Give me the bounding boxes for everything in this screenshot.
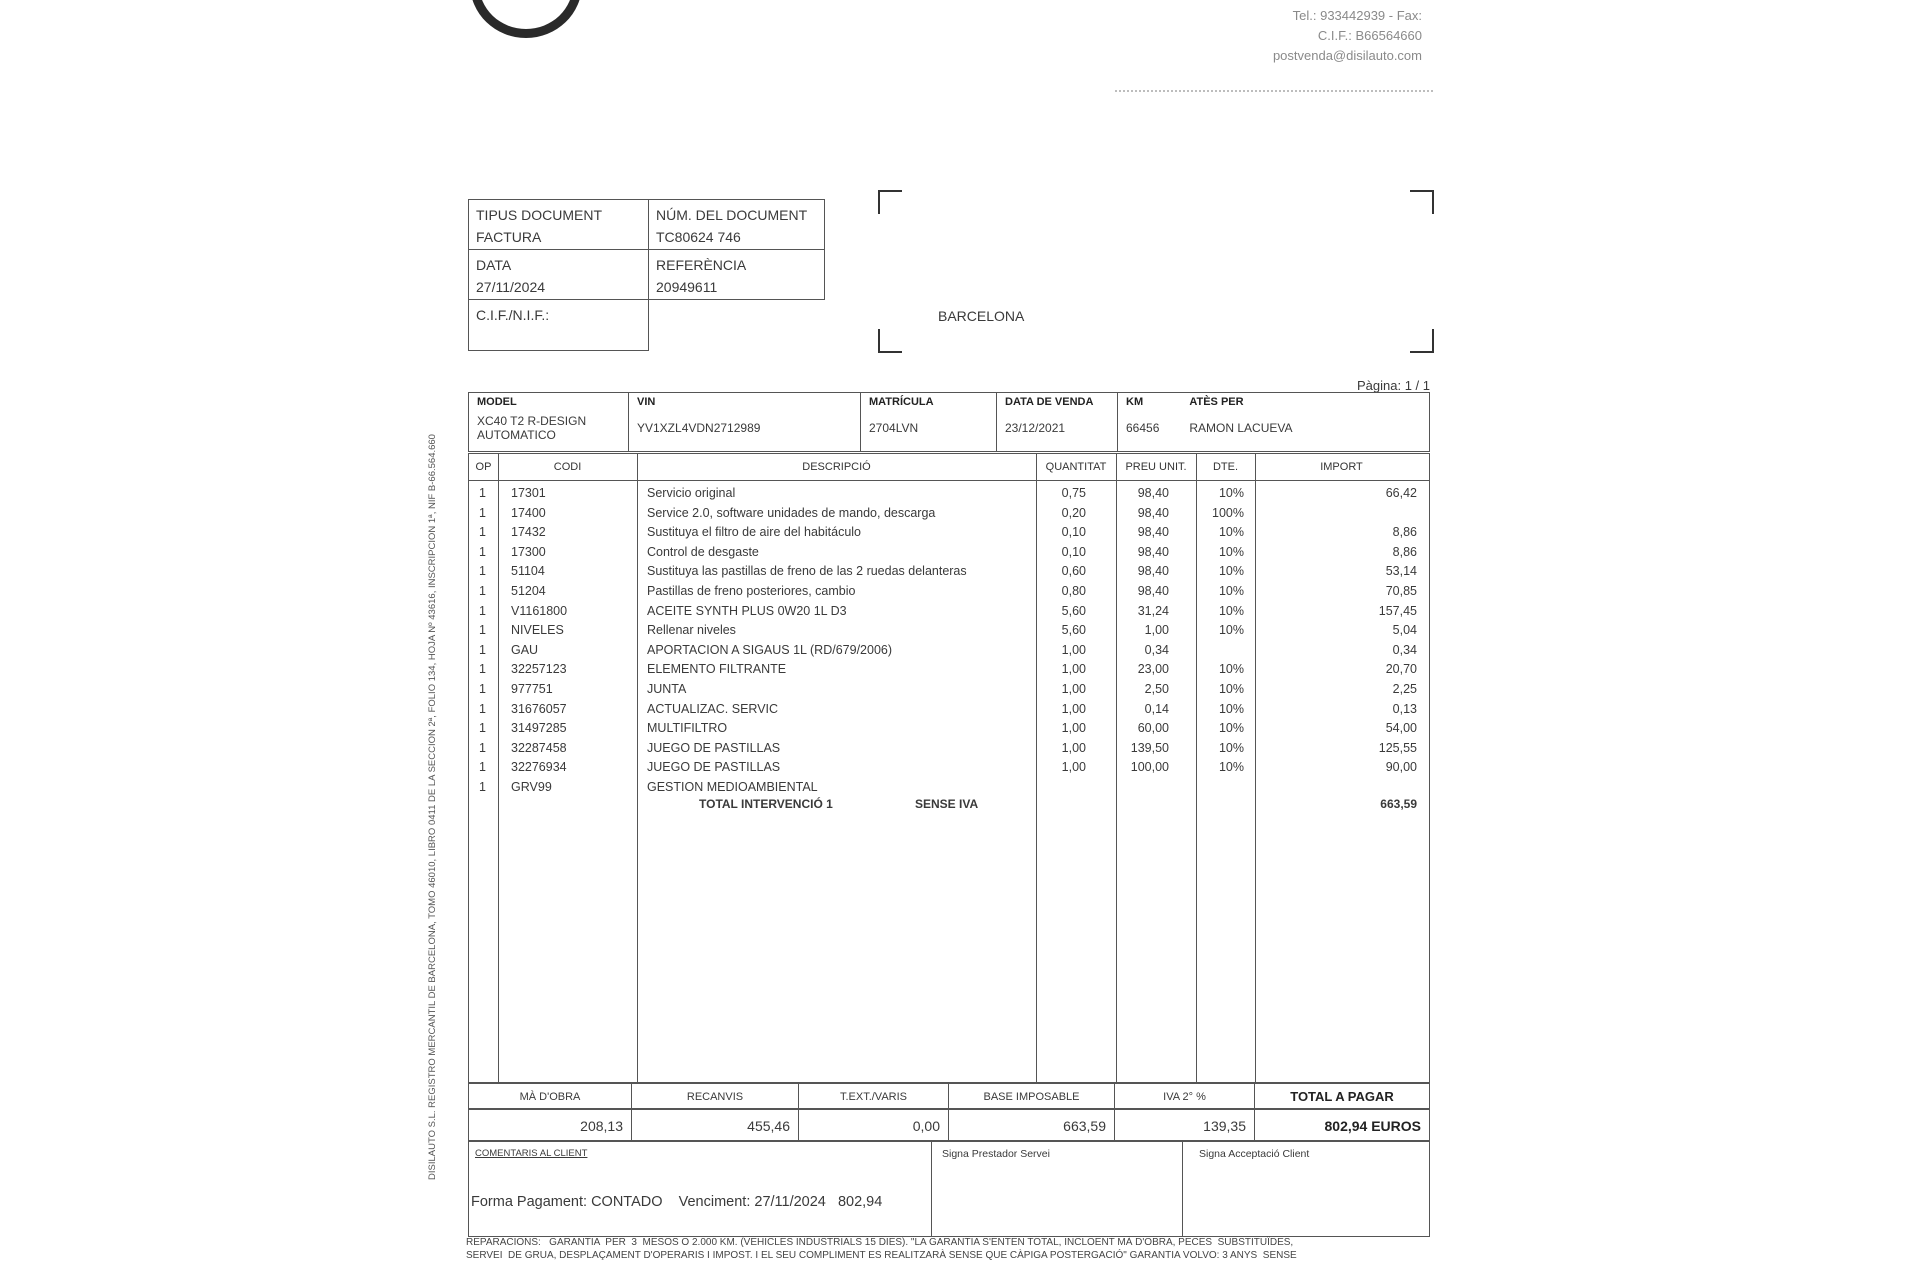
row-description: APORTACION A SIGAUS 1L (RD/679/2006)	[647, 642, 893, 657]
parts-label: RECANVIS	[631, 1083, 799, 1109]
labor-label: MÀ D'OBRA	[468, 1083, 632, 1109]
doc-date-cell	[468, 249, 649, 300]
sale-date-value: 23/12/2021	[1005, 421, 1066, 435]
row-discount: 10%	[1218, 682, 1244, 696]
warranty-line-2: SERVEI DE GRUA, DESPLAÇAMENT D'OPERARIS I IMPOST. I EL SEU COMPLIMENT ES REALITZARÀ SENSE QUE CÀPIGA POSTERGACIÓ" GARANTIA VOLVO: 3 ANYS SENSE	[466, 1250, 1297, 1261]
row-op: 1	[479, 564, 486, 579]
sale-date-label: DATA DE VENDA	[1005, 396, 1094, 408]
taxable-base-value: 663,59	[948, 1109, 1115, 1141]
row-quantity: 5,60	[1061, 623, 1086, 638]
doc-number-label: NÚM. DEL DOCUMENT	[656, 207, 808, 223]
doc-reference-value: 20949611	[656, 279, 718, 295]
doc-type-value: FACTURA	[476, 229, 542, 245]
plate-value: 2704LVN	[869, 421, 919, 435]
row-discount: 10%	[1218, 603, 1244, 618]
row-code: V1161800	[511, 603, 568, 618]
row-unit-price: 98,40	[1137, 584, 1169, 598]
vin-label: VIN	[637, 396, 656, 408]
contact-phone: Tel.: 933442939 - Fax:	[1292, 8, 1422, 23]
row-description: Pastillas de freno posteriores, cambio	[647, 584, 856, 598]
taxable-base-label: BASE IMPOSABLE	[948, 1083, 1115, 1109]
row-op: 1	[479, 623, 486, 638]
row-description: JUEGO DE PASTILLAS	[647, 740, 781, 755]
row-op: 1	[479, 642, 486, 657]
total-to-pay-value: 802,94 EUROS	[1254, 1109, 1430, 1141]
row-unit-price: 60,00	[1137, 721, 1169, 736]
row-amount: 53,14	[1385, 564, 1417, 579]
row-amount: 157,45	[1378, 603, 1417, 618]
row-quantity: 0,60	[1061, 564, 1086, 579]
doc-reference-cell	[648, 249, 825, 300]
row-op: 1	[479, 544, 486, 559]
total-intervention-label: TOTAL INTERVENCIÓ 1	[699, 797, 833, 811]
doc-number-cell	[648, 199, 825, 250]
attended-by-value: RAMON LACUEVA	[1189, 421, 1293, 435]
row-discount: 10%	[1218, 584, 1244, 598]
vat-value: 139,35	[1114, 1109, 1255, 1141]
doc-reference-label: REFERÈNCIA	[656, 257, 747, 273]
attended-by-label: ATÈS PER	[1189, 396, 1244, 408]
labor-value: 208,13	[468, 1109, 632, 1141]
client-signature-box	[1182, 1141, 1430, 1237]
row-code: NIVELES	[511, 623, 564, 638]
row-quantity: 0,10	[1061, 525, 1086, 540]
registry-sidebar-text: DISILAUTO S.L. REGISTRO MERCANTIL DE BARCELONA, TOMO 46010, LIBRO 0411 DE LA SECCION 2ª, FOLIO 134, HOJA Nº 43616, INSCRIPCION 1ª, NIF B-66.564.660	[427, 434, 438, 1180]
doc-type-cell	[468, 199, 649, 250]
row-unit-price: 31,24	[1137, 603, 1169, 618]
extras-value: 0,00	[798, 1109, 949, 1141]
table-row	[469, 700, 1429, 720]
row-op: 1	[479, 603, 486, 618]
col-header-op: OP	[475, 461, 492, 473]
page-number: Pàgina: 1 / 1	[1357, 378, 1430, 393]
table-row	[469, 602, 1429, 622]
row-description: ELEMENTO FILTRANTE	[647, 662, 787, 677]
row-amount: 54,00	[1385, 721, 1417, 736]
row-op: 1	[479, 486, 486, 500]
row-code: 977751	[511, 682, 553, 696]
row-op: 1	[479, 662, 486, 677]
row-amount: 70,85	[1385, 584, 1417, 598]
provider-signature-label: Signa Prestador Servei	[942, 1148, 1050, 1160]
vehicle-info-table	[468, 392, 1430, 452]
doc-nif-cell	[468, 299, 649, 351]
row-quantity: 0,10	[1061, 544, 1086, 559]
extras-label: T.EXT./VARIS	[798, 1083, 949, 1109]
model-line-2: AUTOMATICO	[477, 428, 556, 442]
table-row	[469, 484, 1429, 504]
row-unit-price: 2,50	[1144, 682, 1169, 696]
corner-mark	[1410, 329, 1434, 353]
corner-mark	[1410, 190, 1434, 214]
row-quantity: 0,75	[1061, 486, 1086, 500]
row-amount: 20,70	[1385, 662, 1417, 677]
row-discount: 10%	[1218, 760, 1244, 775]
col-header-description: DESCRIPCIÓ	[802, 461, 871, 473]
row-description: Sustituya las pastillas de freno de las 2 ruedas delanteras	[647, 564, 967, 579]
row-op: 1	[479, 701, 486, 716]
km-label: KM	[1126, 396, 1144, 408]
table-row	[469, 582, 1429, 602]
row-discount: 10%	[1218, 623, 1244, 638]
row-unit-price: 100,00	[1130, 760, 1169, 775]
row-quantity: 1,00	[1061, 740, 1086, 755]
row-op: 1	[479, 740, 486, 755]
row-amount: 125,55	[1378, 740, 1417, 755]
row-quantity: 1,00	[1061, 760, 1086, 775]
row-code: 17300	[511, 544, 546, 559]
comments-box	[468, 1141, 932, 1237]
table-row	[469, 739, 1429, 759]
row-quantity: 0,80	[1061, 584, 1086, 598]
row-unit-price: 0,14	[1144, 701, 1169, 716]
row-discount: 10%	[1218, 544, 1244, 559]
corner-mark	[878, 190, 902, 214]
line-items-table	[468, 453, 1430, 1083]
row-discount: 10%	[1218, 564, 1244, 579]
row-op: 1	[479, 525, 486, 540]
row-unit-price: 98,40	[1137, 525, 1169, 540]
client-address-window	[878, 190, 1434, 353]
row-description: GESTION MEDIOAMBIENTAL	[647, 780, 818, 794]
row-code: 32287458	[511, 740, 567, 755]
vehicle-model-cell	[469, 393, 629, 452]
corner-mark	[878, 329, 902, 353]
vehicle-plate-cell	[861, 393, 997, 452]
row-amount: 2,25	[1392, 682, 1417, 696]
header-divider	[1115, 90, 1433, 92]
table-row	[469, 719, 1429, 739]
payment-terms: Forma Pagament: CONTADO Venciment: 27/11/2024 802,94	[471, 1194, 883, 1210]
row-amount: 0,13	[1392, 701, 1417, 716]
row-discount: 10%	[1218, 662, 1244, 677]
row-amount: 90,00	[1385, 760, 1417, 775]
plate-label: MATRÍCULA	[869, 396, 934, 408]
row-op: 1	[479, 505, 486, 520]
client-city: BARCELONA	[938, 308, 1025, 324]
row-op: 1	[479, 780, 486, 794]
row-unit-price: 98,40	[1137, 544, 1169, 559]
col-header-code: CODI	[553, 461, 582, 473]
company-contact	[1273, 6, 1422, 66]
row-code: 51204	[511, 584, 546, 598]
table-row	[469, 543, 1429, 563]
vehicle-sale-date-cell	[997, 393, 1118, 452]
contact-email: postvenda@disilauto.com	[1272, 48, 1422, 63]
model-value	[477, 414, 620, 442]
table-row	[469, 641, 1429, 661]
company-logo	[470, 0, 582, 38]
row-amount: 0,34	[1392, 642, 1417, 657]
row-quantity: 1,00	[1061, 682, 1086, 696]
vehicle-km-attended-cell	[1118, 393, 1430, 452]
doc-date-label: DATA	[476, 257, 512, 273]
row-code: 31676057	[511, 701, 567, 716]
row-code: 17301	[511, 486, 546, 500]
table-row	[469, 660, 1429, 680]
warranty-line-1: REPARACIONS: GARANTIA PER 3 MESOS O 2.000 KM. (VEHICLES INDUSTRIALS 15 DIES). "LA GARANTIA S'ENTEN TOTAL, INCLOENT MÀ D'OBRA, PECES SUBSTITUÏDES,	[466, 1237, 1294, 1248]
row-op: 1	[479, 721, 486, 736]
col-header-discount: DTE.	[1212, 461, 1239, 473]
table-row	[469, 758, 1429, 778]
totals-bar	[468, 1083, 1430, 1141]
row-quantity: 1,00	[1061, 721, 1086, 736]
row-description: Rellenar niveles	[647, 623, 736, 638]
km-value: 66456	[1126, 421, 1160, 435]
comments-signature-area	[468, 1141, 1430, 1237]
row-op: 1	[479, 584, 486, 598]
row-op: 1	[479, 760, 486, 775]
row-discount: 10%	[1218, 525, 1244, 540]
comments-label: COMENTARIS AL CLIENT	[475, 1148, 588, 1159]
col-header-unit-price: PREU UNIT.	[1125, 461, 1187, 473]
row-unit-price: 98,40	[1137, 486, 1169, 500]
row-quantity: 1,00	[1061, 642, 1086, 657]
provider-signature-box	[931, 1141, 1183, 1237]
document-info-box	[468, 199, 825, 351]
row-code: 32276934	[511, 760, 567, 775]
header-rule	[469, 480, 1429, 481]
row-code: 17400	[511, 505, 546, 520]
vat-label: IVA 2° %	[1114, 1083, 1255, 1109]
row-description: Control de desgaste	[647, 544, 759, 559]
row-unit-price: 139,50	[1130, 740, 1169, 755]
row-unit-price: 98,40	[1137, 505, 1169, 520]
total-intervention-value: 663,59	[1380, 797, 1417, 811]
row-quantity: 1,00	[1061, 701, 1086, 716]
row-description: MULTIFILTRO	[647, 721, 728, 736]
row-op: 1	[479, 682, 486, 696]
table-row	[469, 523, 1429, 543]
row-description: Service 2.0, software unidades de mando, descarga	[647, 505, 936, 520]
row-unit-price: 98,40	[1137, 564, 1169, 579]
doc-type-label: TIPUS DOCUMENT	[476, 207, 602, 223]
row-unit-price: 23,00	[1137, 662, 1169, 677]
row-discount: 100%	[1212, 505, 1244, 520]
total-intervention-row	[469, 795, 1429, 815]
row-discount: 10%	[1218, 721, 1244, 736]
row-code: 51104	[511, 564, 545, 579]
row-amount: 8,86	[1392, 544, 1417, 559]
row-amount: 8,86	[1392, 525, 1417, 540]
row-amount: 66,42	[1385, 486, 1417, 500]
row-unit-price: 1,00	[1144, 623, 1169, 638]
row-description: Servicio original	[647, 486, 736, 500]
doc-nif-label: C.I.F./N.I.F.:	[476, 307, 550, 323]
client-signature-label: Signa Acceptació Client	[1199, 1148, 1310, 1160]
total-to-pay-label: TOTAL A PAGAR	[1254, 1083, 1430, 1109]
row-discount: 10%	[1218, 740, 1244, 755]
row-quantity: 1,00	[1061, 662, 1086, 677]
row-quantity: 5,60	[1061, 603, 1086, 618]
row-amount: 5,04	[1392, 623, 1417, 638]
row-discount: 10%	[1218, 486, 1244, 500]
warranty-footer	[466, 1236, 1434, 1262]
row-unit-price: 0,34	[1144, 642, 1169, 657]
row-quantity: 0,20	[1061, 505, 1086, 520]
row-description: JUNTA	[647, 682, 687, 696]
row-description: ACTUALIZAC. SERVIC	[647, 701, 779, 716]
row-description: Sustituya el filtro de aire del habitáculo	[647, 525, 862, 540]
row-discount: 10%	[1218, 701, 1244, 716]
row-description: JUEGO DE PASTILLAS	[647, 760, 781, 775]
col-header-quantity: QUANTITAT	[1045, 461, 1107, 473]
doc-number-value: TC80624 746	[656, 229, 741, 245]
contact-cif: C.I.F.: B66564660	[1317, 28, 1422, 43]
total-intervention-note: SENSE IVA	[915, 797, 979, 811]
table-row	[469, 562, 1429, 582]
vehicle-vin-cell	[629, 393, 861, 452]
model-line-1: XC40 T2 R-DESIGN	[477, 414, 587, 428]
row-description: ACEITE SYNTH PLUS 0W20 1L D3	[647, 603, 847, 618]
row-code: 32257123	[511, 662, 567, 677]
col-header-amount: IMPORT	[1320, 461, 1363, 473]
table-row	[469, 680, 1429, 700]
row-code: 31497285	[511, 721, 567, 736]
row-code: 17432	[511, 525, 546, 540]
row-code: GAU	[511, 642, 539, 657]
row-code: GRV99	[511, 780, 552, 794]
table-row	[469, 504, 1429, 524]
vin-value: YV1XZL4VDN2712989	[637, 421, 761, 435]
parts-value: 455,46	[631, 1109, 799, 1141]
doc-date-value: 27/11/2024	[476, 279, 546, 295]
table-row	[469, 621, 1429, 641]
model-label: MODEL	[477, 396, 517, 408]
